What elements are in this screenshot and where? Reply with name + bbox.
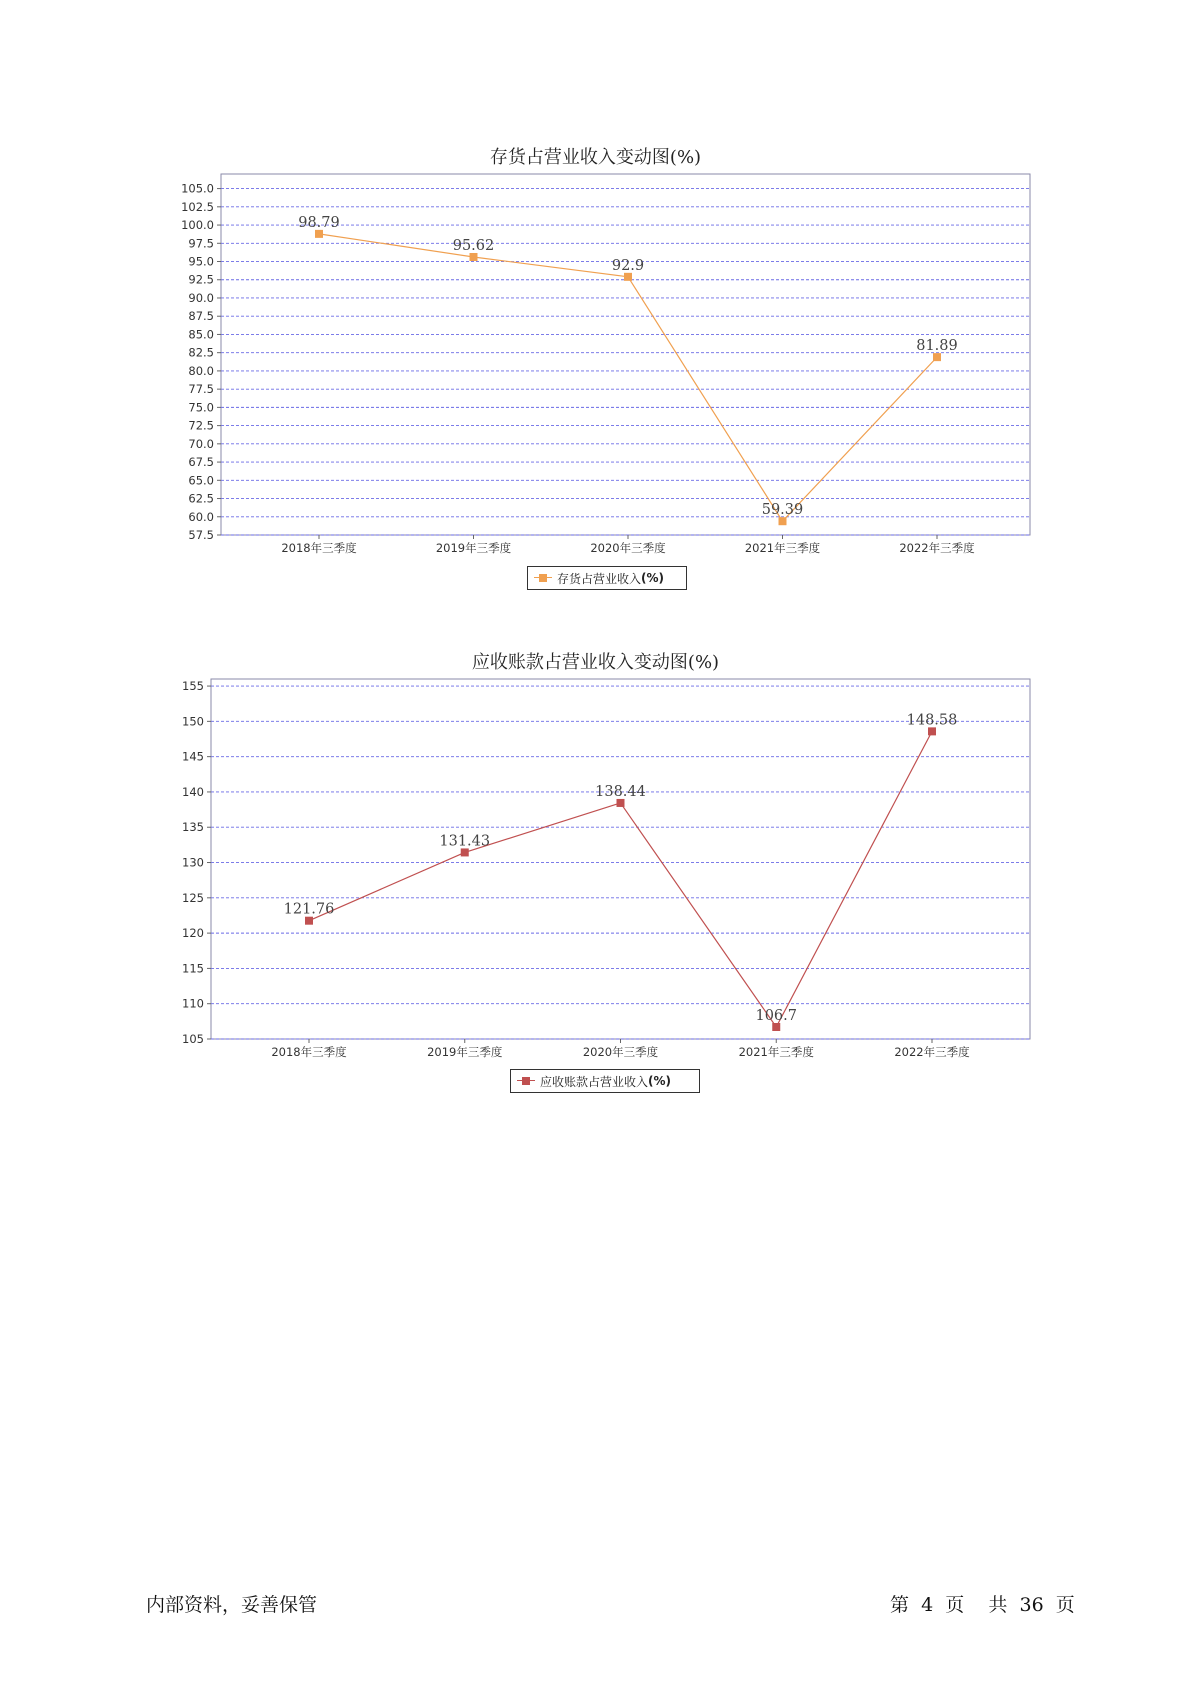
- chart2-data-point: [305, 917, 313, 925]
- chart1-x-tick-label: 2022年三季度: [899, 541, 975, 555]
- chart1-y-tick-label: 102.5: [181, 199, 214, 214]
- chart2-y-tick-label: 105: [182, 1032, 204, 1046]
- chart1-legend-label: 存货占营业收入: [557, 571, 642, 586]
- chart2-y-tick-label: 140: [182, 784, 204, 799]
- chart2-y-tick-label: 110: [182, 996, 204, 1011]
- chart1-y-tick-label: 57.5: [188, 528, 214, 542]
- chart1-y-tick-label: 100.0: [181, 218, 214, 233]
- chart2-y-tick-label: 145: [182, 749, 204, 764]
- chart2-data-label: 138.44: [595, 783, 646, 800]
- chart1-y-tick-label: 80.0: [188, 363, 214, 378]
- chart2-x-tick-label: 2022年三季度: [894, 1045, 970, 1059]
- chart1-y-tick-label: 90.0: [188, 290, 214, 305]
- chart1-y-tick-label: 75.0: [188, 400, 214, 415]
- chart1-x-tick-label: 2021年三季度: [744, 541, 821, 555]
- chart2-x-tick-label: 2020年三季度: [582, 1045, 659, 1059]
- chart2-data-point: [928, 727, 936, 735]
- chart1-data-label: 95.62: [452, 237, 495, 254]
- chart2-y-tick-label: 150: [182, 714, 204, 729]
- chart1-y-tick-label: 95.0: [188, 254, 214, 269]
- chart1-title: 存货占营业收入变动图(%): [489, 147, 702, 168]
- chart2-y-tick-label: 130: [182, 855, 204, 870]
- chart2-data-label: 106.7: [755, 1008, 798, 1024]
- chart2-y-tick-label: 120: [182, 926, 204, 941]
- chart1-x-tick-label: 2019年三季度: [435, 541, 512, 555]
- chart2-x-tick-label: 2018年三季度: [271, 1045, 347, 1059]
- chart2-y-tick-label: 135: [182, 820, 204, 835]
- chart2-data-label: 121.76: [283, 901, 335, 918]
- chart2-plot-frame: [211, 679, 1030, 1039]
- chart1-y-tick-label: 62.5: [188, 491, 214, 506]
- chart1-y-tick-label: 67.5: [188, 455, 214, 470]
- chart2-data-label: 131.43: [439, 833, 491, 850]
- chart1-y-tick-label: 105.0: [181, 181, 214, 196]
- chart1-y-tick-label: 92.5: [188, 272, 214, 287]
- chart1-x-tick-label: 2018年三季度: [281, 541, 357, 555]
- chart1-data-label: 81.89: [916, 338, 958, 355]
- chart2-legend-label: 应收账款占营业收入: [540, 1074, 649, 1089]
- chart2-data-point: [617, 799, 625, 807]
- chart2-legend: [510, 1069, 700, 1093]
- chart2-legend-unit: (%): [648, 1074, 672, 1088]
- chart2-x-tick-label: 2021年三季度: [738, 1045, 814, 1059]
- chart2-y-tick-label: 125: [182, 890, 204, 905]
- chart1-y-tick-label: 70.0: [188, 436, 214, 451]
- chart1-y-tick-label: 97.5: [188, 236, 214, 251]
- chart2-data-point: [461, 848, 469, 856]
- chart2-legend-marker-icon: [517, 1076, 535, 1086]
- chart1-y-tick-label: 87.5: [188, 309, 214, 324]
- chart1-y-tick-label: 82.5: [188, 345, 214, 360]
- footer-confidential: 内部资料，妥善保管: [146, 1594, 318, 1616]
- chart2-data-point: [772, 1023, 780, 1031]
- chart1-y-tick-label: 85.0: [188, 327, 214, 342]
- chart2-x-tick-label: 2019年三季度: [427, 1045, 503, 1059]
- chart2-data-label: 148.58: [906, 712, 958, 729]
- chart1-y-tick-label: 60.0: [188, 509, 214, 524]
- chart2-y-tick-label: 115: [182, 961, 204, 976]
- chart1-y-tick-label: 72.5: [188, 418, 214, 433]
- chart1-legend-unit: (%): [641, 571, 665, 585]
- chart1-data-label: 92.9: [611, 257, 645, 274]
- chart1-y-tick-label: 65.0: [188, 473, 214, 488]
- chart2-title: 应收账款占营业收入变动图(%): [471, 652, 720, 673]
- chart2-y-tick-label: 155: [182, 679, 204, 694]
- chart1-x-tick-label: 2020年三季度: [590, 541, 666, 555]
- chart1-data-label: 98.79: [298, 214, 340, 231]
- chart1-y-tick-label: 77.5: [188, 382, 214, 397]
- footer-page-number: 第 4 页 共 36 页: [890, 1594, 1075, 1616]
- chart1-data-label: 59.39: [761, 502, 804, 519]
